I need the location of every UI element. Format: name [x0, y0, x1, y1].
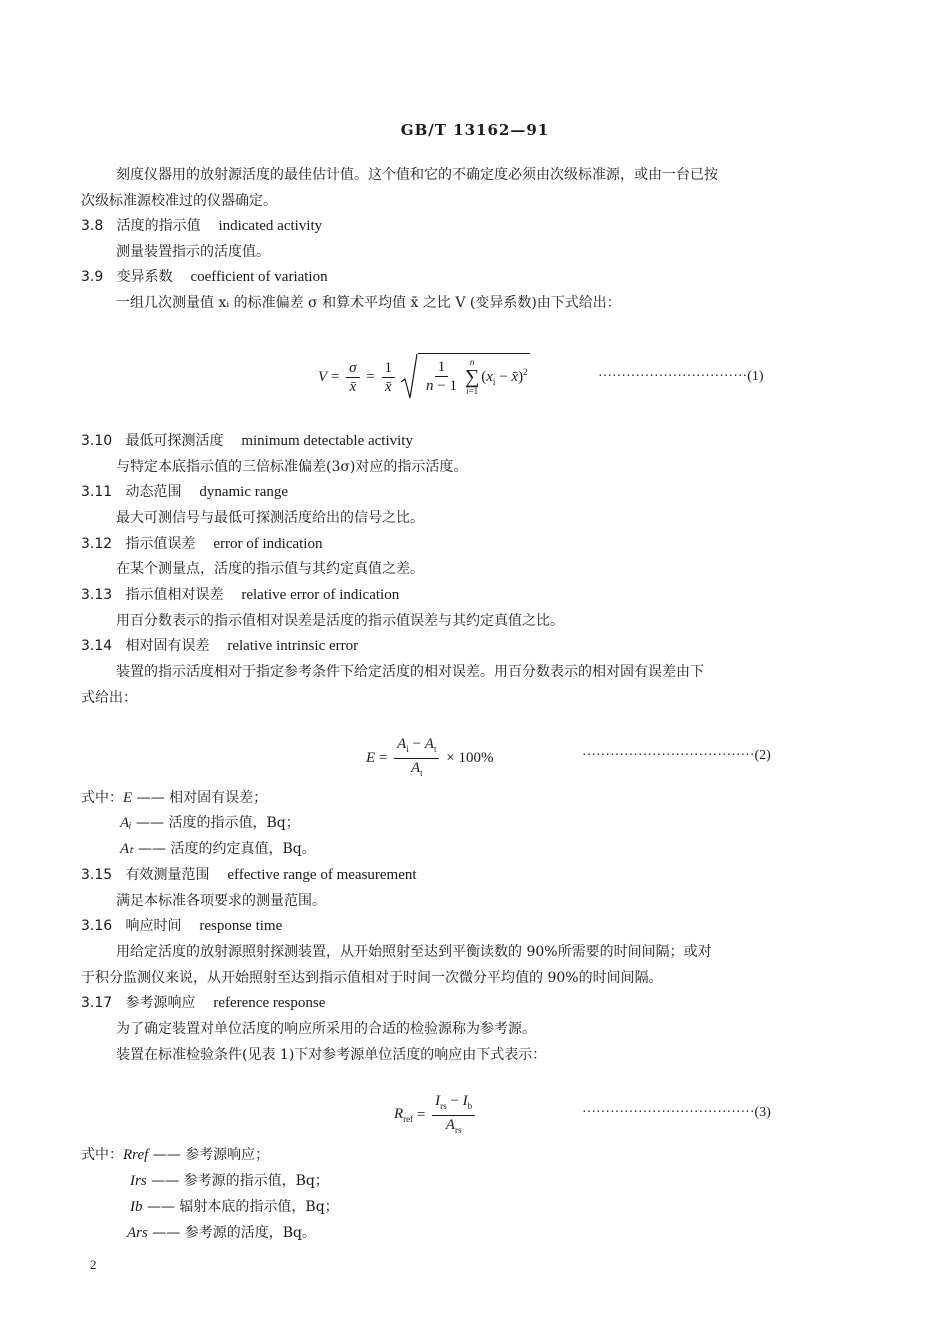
term-en: indicated activity — [218, 218, 323, 234]
term-en: error of indication — [213, 536, 323, 552]
term-en: relative error of indication — [241, 587, 400, 603]
term-en: reference response — [213, 995, 326, 1011]
definition: 活度的指示值，Bq； — [168, 815, 300, 831]
section-3-10-heading — [81, 430, 413, 452]
term-zh: 指示值相对误差 — [125, 587, 224, 603]
where-label: 式中： — [81, 790, 123, 806]
section-3-13-body: 用百分数表示的指示值相对误差是活度的指示值误差与其约定真值之比。 — [116, 613, 564, 629]
symbol: E — [123, 790, 133, 806]
section-3-17-body-2: 装置在标准检验条件(见表 1)下对参考源单位活度的响应由下式表示： — [116, 1047, 547, 1063]
section-3-16-body-2: 于积分监测仪来说，从开始照射至达到指示值相对于时间一次微分平均值的 90%的时间间隔。 — [81, 970, 663, 986]
section-3-8-body: 测量装置指示的活度值。 — [116, 244, 270, 260]
eq3-where-2: Irs —— 参考源的指示值，Bq； — [130, 1173, 329, 1189]
definition: 参考源的指示值，Bq； — [183, 1173, 329, 1189]
symbol: Ars — [127, 1225, 148, 1241]
section-3-17-heading — [81, 992, 325, 1014]
definition: 相对固有误差； — [169, 790, 268, 806]
symbol: Aₜ — [120, 841, 134, 857]
term-en: minimum detectable activity — [241, 433, 413, 449]
section-3-9-heading — [81, 266, 328, 288]
term-en: dynamic range — [199, 484, 289, 500]
term-zh: 响应时间 — [125, 918, 182, 934]
section-3-11-heading — [81, 481, 288, 503]
term-en: coefficient of variation — [190, 269, 328, 285]
page-number: 2 — [90, 1257, 97, 1272]
symbol: Aᵢ — [120, 815, 132, 831]
section-3-14-heading — [81, 635, 358, 657]
section-number: 3.11 — [81, 484, 113, 500]
section-number: 3.14 — [81, 638, 113, 654]
section-3-9-body: 一组几次测量值 xᵢ 的标准偏差 σ 和算术平均值 x̄ 之比 V (变异系数)由下式给出： — [116, 295, 621, 311]
term-en: response time — [199, 918, 283, 934]
document-header: GB/T 13162—91 — [400, 121, 550, 139]
term-zh: 变异系数 — [116, 269, 173, 285]
term-zh: 参考源响应 — [125, 995, 196, 1011]
term-zh: 最低可探测活度 — [125, 433, 224, 449]
intro-line-1: 刻度仪器用的放射源活度的最佳估计值。这个值和它的不确定度必须由次级标准源，或由一台已按 — [116, 167, 718, 183]
section-3-13-heading — [81, 584, 399, 606]
where-label: 式中： — [81, 1147, 123, 1163]
section-number: 3.12 — [81, 536, 113, 552]
section-3-15-heading — [81, 864, 417, 886]
term-zh: 活度的指示值 — [116, 218, 201, 234]
equation-1-tag: (1) — [747, 369, 764, 384]
term-zh: 有效测量范围 — [125, 867, 210, 883]
section-3-17-body-1: 为了确定装置对单位活度的响应所采用的合适的检验源称为参考源。 — [116, 1021, 536, 1037]
equation-3-leader: ·····································(3) — [582, 1105, 771, 1120]
eq2-where-2: Aᵢ —— 活度的指示值，Bq； — [120, 815, 300, 831]
equation-1: V = $\frac{\sigma}{x̄}$ = $\frac{1}{x̄}$ $\frac{1}{n - 1}$ n ∑ i=1 ($x_i$ − x̄)$^2$ — [318, 345, 530, 409]
eq2-where-1: 式中：E —— 相对固有误差； — [81, 790, 268, 806]
term-en: relative intrinsic error — [227, 638, 359, 654]
section-number: 3.9 — [81, 269, 104, 285]
definition: 辐射本底的指示值，Bq； — [179, 1199, 339, 1215]
section-number: 3.15 — [81, 867, 113, 883]
section-number: 3.16 — [81, 918, 113, 934]
symbol: Ib — [130, 1199, 143, 1215]
section-number: 3.17 — [81, 995, 113, 1011]
symbol: Irs — [130, 1173, 147, 1189]
section-number: 3.10 — [81, 433, 113, 449]
term-en: effective range of measurement — [227, 867, 417, 883]
eq3-where-1: 式中：Rref —— 参考源响应； — [81, 1147, 270, 1163]
section-3-12-body: 在某个测量点，活度的指示值与其约定真值之差。 — [116, 561, 424, 577]
section-3-12-heading — [81, 533, 322, 555]
section-3-10-body: 与特定本底指示值的三倍标准偏差(3σ)对应的指示活度。 — [116, 459, 468, 475]
section-3-11-body: 最大可测信号与最低可探测活度给出的信号之比。 — [116, 510, 424, 526]
symbol: Rref — [123, 1147, 149, 1163]
eq3-where-3: Ib —— 辐射本底的指示值，Bq； — [130, 1199, 339, 1215]
definition: 活度的约定真值，Bq。 — [170, 841, 316, 857]
definition: 参考源响应； — [185, 1147, 270, 1163]
term-zh: 指示值误差 — [125, 536, 196, 552]
term-zh: 相对固有误差 — [125, 638, 210, 654]
section-number: 3.13 — [81, 587, 113, 603]
section-3-15-body: 满足本标准各项要求的测量范围。 — [116, 893, 326, 909]
section-3-14-body-2: 式给出： — [81, 690, 137, 706]
equation-3: $R_{ref}$ = $\frac{I_{rs} - I_b}{A_{rs}}$ — [394, 1093, 478, 1137]
sqrt-icon — [400, 352, 418, 402]
section-3-8-heading — [81, 215, 322, 237]
equation-2-leader: ·····································(2) — [582, 748, 771, 763]
section-3-16-heading — [81, 915, 282, 937]
section-3-16-body-1: 用给定活度的放射源照射探测装置，从开始照射至达到平衡读数的 90%所需要的时间间隔；或对 — [116, 944, 712, 960]
equation-3-tag: (3) — [754, 1105, 771, 1120]
eq2-where-3: Aₜ —— 活度的约定真值，Bq。 — [120, 841, 316, 857]
term-zh: 动态范围 — [125, 484, 182, 500]
section-number: 3.8 — [81, 218, 104, 234]
percent-factor: × 100% — [446, 749, 494, 766]
section-3-14-body-1: 装置的指示活度相对于指定参考条件下给定活度的相对误差。用百分数表示的相对固有误差由下 — [116, 664, 704, 680]
equation-1-leader: ································(1) — [598, 369, 764, 384]
intro-line-2: 次级标准源校准过的仪器确定。 — [81, 193, 277, 209]
equation-2: E = $\frac{A_i - A_t}{A_t}$ × 100% — [366, 735, 494, 778]
definition: 参考源的活度，Bq。 — [184, 1225, 316, 1241]
equation-2-tag: (2) — [754, 748, 771, 763]
eq3-where-4: Ars —— 参考源的活度，Bq。 — [127, 1225, 316, 1241]
